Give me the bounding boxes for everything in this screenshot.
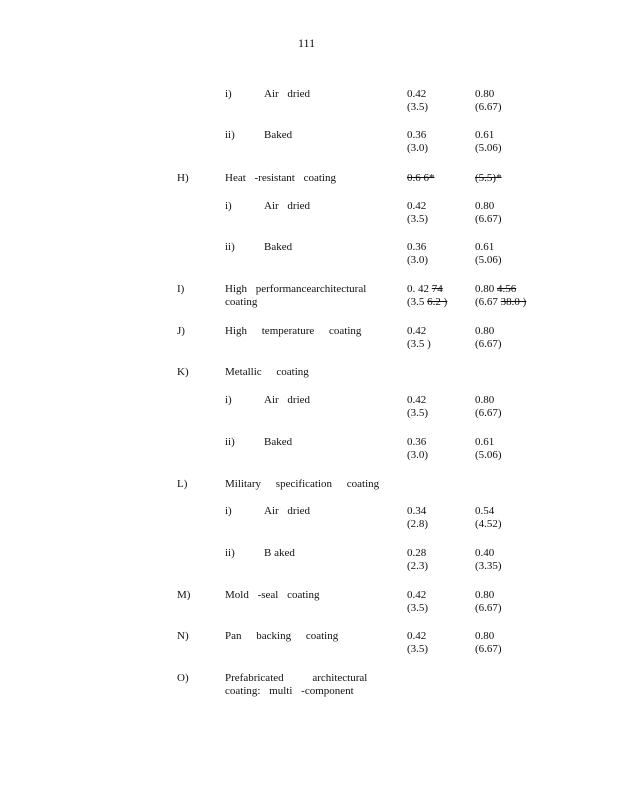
value-2-struck: (5.5)* xyxy=(475,172,502,184)
value-1: 0.42 xyxy=(407,630,427,642)
section-label: High temperature coating xyxy=(225,325,362,337)
value-1-alt: (2.3) xyxy=(407,560,429,572)
value-1-alt xyxy=(407,296,447,309)
value-1-alt-struck: 6.2 ) xyxy=(427,296,448,308)
value-1-text: 0. 42 xyxy=(407,283,429,295)
page-number: 111 xyxy=(298,36,316,50)
section-letter: L) xyxy=(177,478,188,490)
section-label: Prefabricated architectural xyxy=(225,672,368,684)
value-2: 0.80 xyxy=(475,325,495,337)
value-2: 0.80 xyxy=(475,630,495,642)
section-label: Pan backing coating xyxy=(225,630,339,642)
section-label-cont: coating: multi -component xyxy=(225,685,354,697)
item-label: Air dried xyxy=(264,200,311,212)
value-1-alt: (3.5 ) xyxy=(407,338,431,350)
section-letter: I) xyxy=(177,283,185,295)
value-1-alt: (3.5) xyxy=(407,407,429,419)
value-2-alt: (5.06) xyxy=(475,142,502,154)
value-2-alt: (6.67) xyxy=(475,643,502,655)
value-1-alt: (3.5) xyxy=(407,101,429,113)
section-label: Metallic coating xyxy=(225,366,309,378)
value-2-alt: (5.06) xyxy=(475,449,502,461)
value-1: 0.42 xyxy=(407,589,427,601)
value-1: 0.36 xyxy=(407,436,427,448)
item-number: ii) xyxy=(225,241,235,253)
value-2: 0.61 xyxy=(475,436,495,448)
value-1-alt-text: (3.5 xyxy=(407,296,425,308)
value-2-alt: (6.67) xyxy=(475,602,502,614)
value-2-alt-text: (6.67 xyxy=(475,296,498,308)
value-2-alt xyxy=(475,296,526,309)
item-number: ii) xyxy=(225,547,235,559)
section-letter: H) xyxy=(177,172,189,184)
value-2-alt: (3.35) xyxy=(475,560,502,572)
item-label: B aked xyxy=(264,547,295,559)
item-label: Baked xyxy=(264,241,293,253)
item-label: Air dried xyxy=(264,88,311,100)
value-1: 0.34 xyxy=(407,505,427,517)
item-label: Air dried xyxy=(264,505,311,517)
value-1-alt: (2.8) xyxy=(407,518,429,530)
value-1-alt: (3.0) xyxy=(407,254,429,266)
value-1: 0.42 xyxy=(407,394,427,406)
value-2-text: 0.80 xyxy=(475,283,495,295)
item-number: i) xyxy=(225,200,232,212)
item-number: ii) xyxy=(225,129,235,141)
value-1-alt: (3.5) xyxy=(407,213,429,225)
section-label: Military specification coating xyxy=(225,478,380,490)
value-2: 0.80 xyxy=(475,200,495,212)
value-2 xyxy=(475,283,516,296)
value-1: 0.42 xyxy=(407,200,427,212)
value-1: 0.42 xyxy=(407,88,427,100)
item-label: Baked xyxy=(264,436,293,448)
section-label: Mold -seal coating xyxy=(225,589,320,601)
value-2-alt: (6.67) xyxy=(475,407,502,419)
item-number: i) xyxy=(225,394,232,406)
value-2-alt: (5.06) xyxy=(475,254,502,266)
value-2-alt: (4.52) xyxy=(475,518,502,530)
value-1-alt: (3.0) xyxy=(407,142,429,154)
value-1-alt: (3.5) xyxy=(407,643,429,655)
value-2: 0.61 xyxy=(475,129,495,141)
section-letter: N) xyxy=(177,630,189,642)
item-number: i) xyxy=(225,505,232,517)
section-label: High performancearchitectural xyxy=(225,283,367,295)
value-2-alt: (6.67) xyxy=(475,101,502,113)
value-2-alt: (6.67) xyxy=(475,213,502,225)
section-label: Heat -resistant coating xyxy=(225,172,336,184)
value-2: 0.61 xyxy=(475,241,495,253)
item-label: Baked xyxy=(264,129,293,141)
value-1: 0.36 xyxy=(407,129,427,141)
section-letter: O) xyxy=(177,672,189,684)
value-1-struck: 0.6 6* xyxy=(407,172,435,184)
value-1-struck: 74 xyxy=(431,283,443,295)
section-letter: J) xyxy=(177,325,185,337)
item-number: ii) xyxy=(225,436,235,448)
item-label: Air dried xyxy=(264,394,311,406)
item-number: i) xyxy=(225,88,232,100)
value-2: 0.80 xyxy=(475,589,495,601)
value-2-alt-struck: 38.0 ) xyxy=(500,296,527,308)
value-1 xyxy=(407,283,443,296)
value-2-alt: (6.67) xyxy=(475,338,502,350)
section-label-cont: coating xyxy=(225,296,258,308)
value-2: 0.40 xyxy=(475,547,495,559)
section-letter: M) xyxy=(177,589,191,601)
value-2: 0.54 xyxy=(475,505,495,517)
value-1: 0.42 xyxy=(407,325,427,337)
value-1-alt: (3.5) xyxy=(407,602,429,614)
value-1-alt: (3.0) xyxy=(407,449,429,461)
value-2: 0.80 xyxy=(475,88,495,100)
section-letter: K) xyxy=(177,366,189,378)
value-2: 0.80 xyxy=(475,394,495,406)
value-2-struck: 4.56 xyxy=(497,283,517,295)
value-1: 0.28 xyxy=(407,547,427,559)
value-1: 0.36 xyxy=(407,241,427,253)
